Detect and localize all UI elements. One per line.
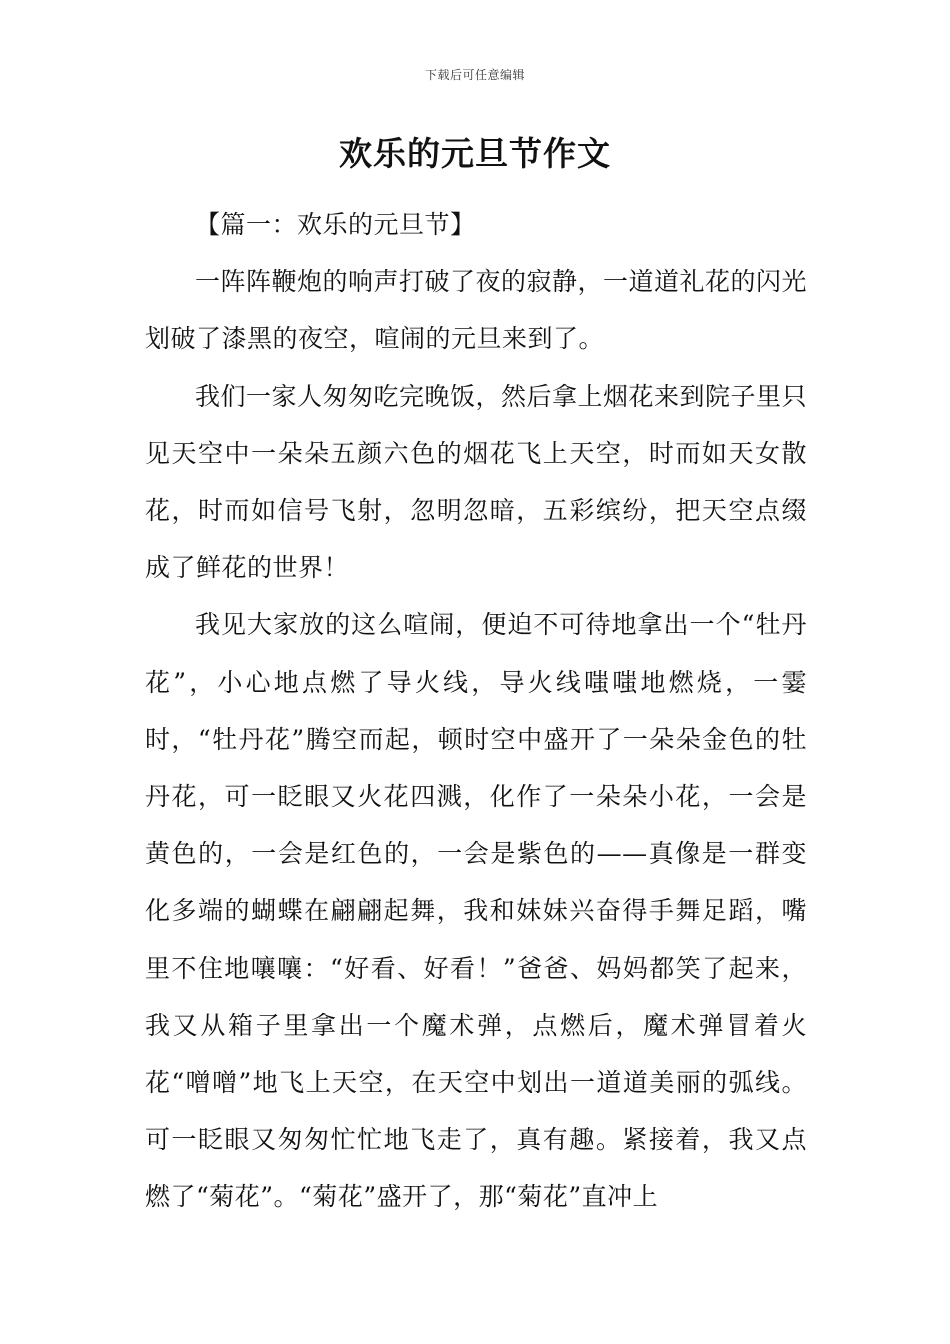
header-note: 下载后可任意编辑 (424, 68, 525, 82)
paragraph-3: 我见大家放的这么喧闹，便迫不可待地拿出一个“牡丹花”，小心地点燃了导火线，导火线嗤嗤地燃烧，一霎时，“牡丹花”腾空而起，顿时空中盛开了一朵朵金色的牡丹花，可一眨眼又火花四溅，化作了一朵朵小花，一会是黄色的，一会是红色的，一会是紫色的——真像是一群变化多端的蝴蝶在翩翩起舞，我和妹妹兴奋得手舞足蹈，嘴里不住地嚷嚷：“好看、好看！”爸爸、妈妈都笑了起来，我又从箱子里拿出一个魔术弹，点燃后，魔术弹冒着火花“噌噌”地飞上天空，在天空中划出一道道美丽的弧线。可一眨眼又匆匆忙忙地飞走了，真有趣。紧接着，我又点燃了“菊花”。“菊花”盛开了，那“菊花”直冲上 (145, 610, 807, 1212)
paragraph-2: 我们一家人匆匆吃完晚饭，然后拿上烟花来到院子里只见天空中一朵朵五颜六色的烟花飞上天空，时而如天女散花，时而如信号飞射，忽明忽暗，五彩缤纷，把天空点缀成了鲜花的世界！ (145, 381, 808, 583)
document-body (145, 196, 807, 1226)
document-title: 欢乐的元旦节作文 (339, 134, 611, 173)
paragraph-1: 一阵阵鞭炮的响声打破了夜的寂静，一道道礼花的闪光划破了漆黑的夜空，喧闹的元旦来到了。 (145, 267, 808, 354)
section-heading: 【篇一：欢乐的元旦节】 (195, 210, 476, 239)
